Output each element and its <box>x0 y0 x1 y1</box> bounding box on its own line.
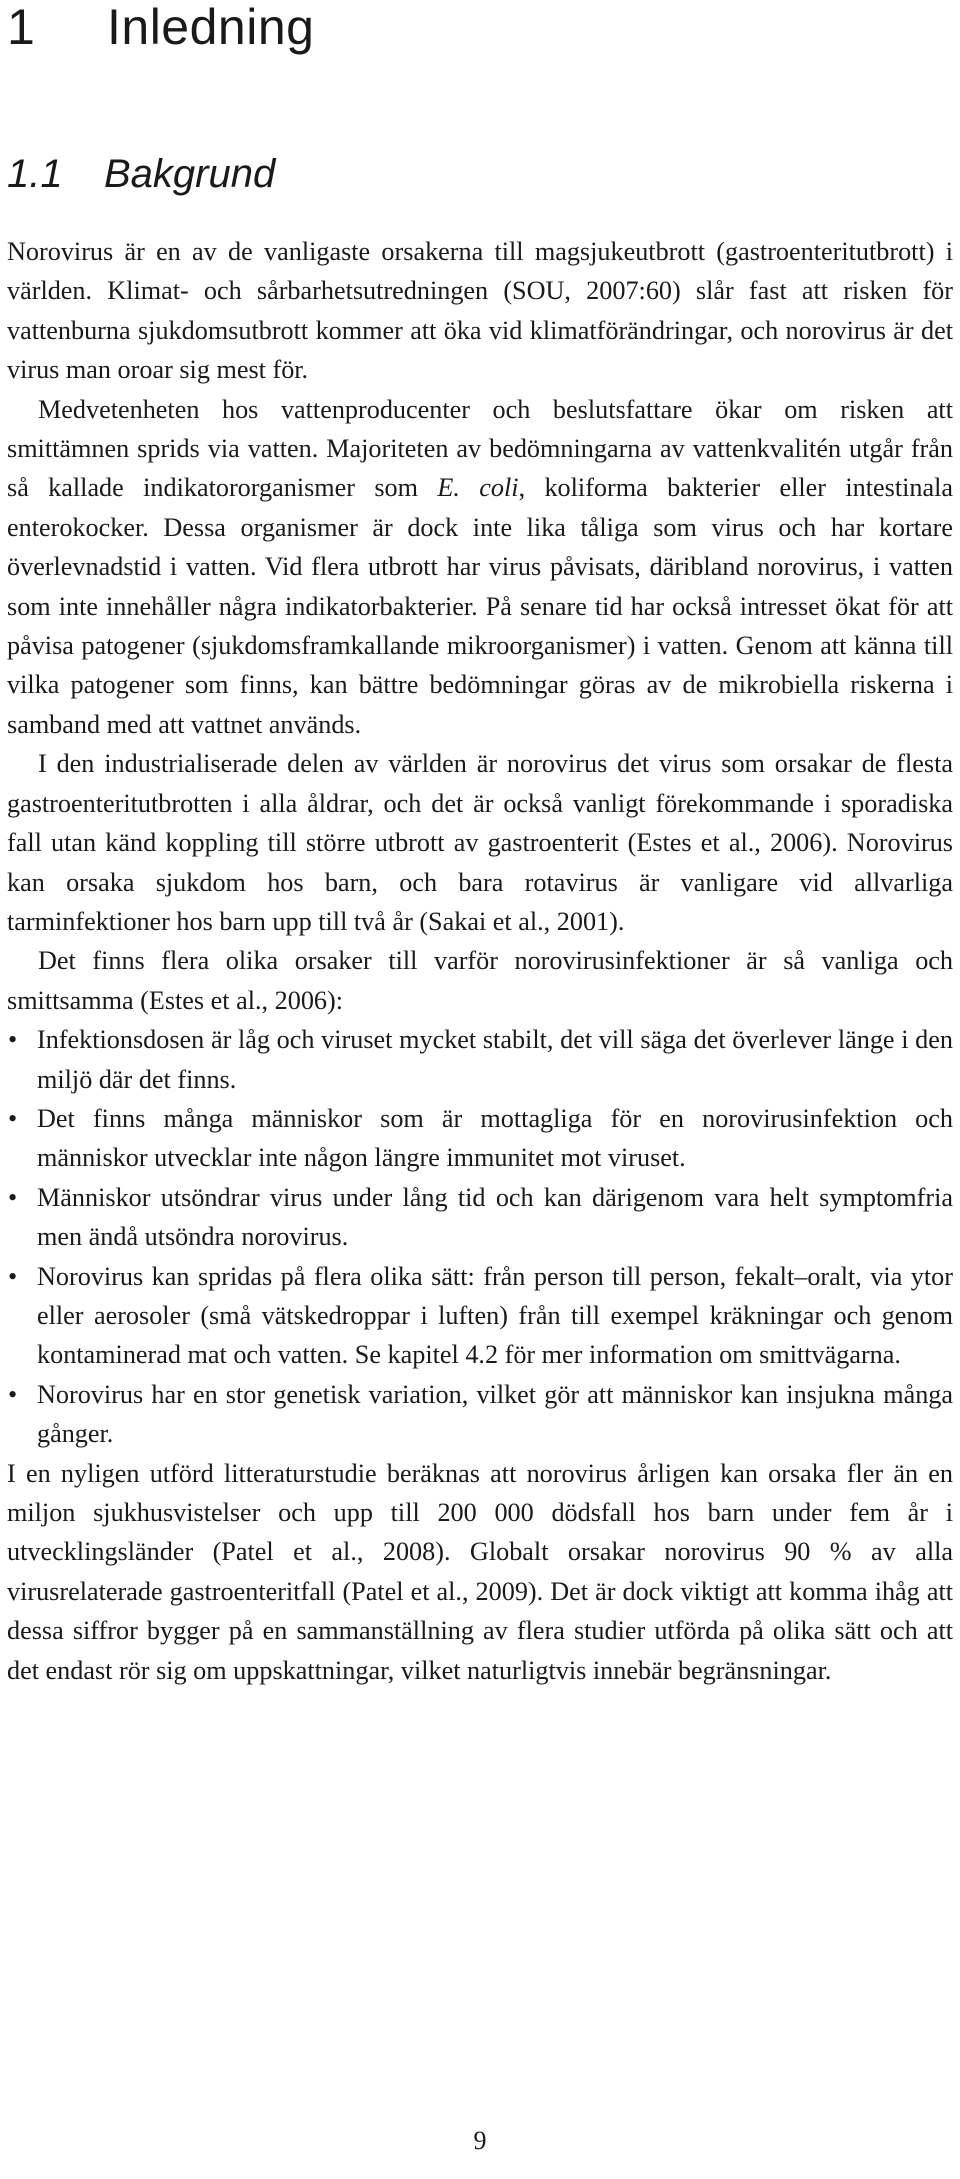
paragraph-5: I en nyligen utförd litteraturstudie beräknas att norovirus årligen kan orsaka fler än en miljon sjukhusvistelser och upp till 200 000 dödsfall hos barn under fem år i utvecklingsländer (Patel et al., 2008). Globalt orsakar norovirus 90 % av alla virusrelaterade gastroenteritfall (Patel et al., 2009). Det är dock viktigt att komma ihåg att dessa siffror bygger på en sammanställning av flera studier utförda på olika sätt och att det endast rör sig om uppskattningar, vilket naturligtvis innebär begränsningar. <box>7 1458 953 1685</box>
paragraph-4: Det finns flera olika orsaker till varför norovirusinfektioner är så vanliga och smittsamma (Estes et al., 2006): <box>7 946 953 1015</box>
list-item: • Det finns många människor som är mottagliga för en norovirusinfektion och människor utvecklar inte någon längre immunitet mot viruset. <box>7 1099 953 1178</box>
list-item: • Norovirus har en stor genetisk variation, vilket gör att människor kan insjukna många gånger. <box>7 1375 953 1454</box>
paragraph-1: Norovirus är en av de vanligaste orsakerna till magsjukeutbrott (gastroenteritutbrott) i världen. Klimat- och sårbarhetsutredningen (SOU, 2007:60) slår fast att risken för vattenburna sjukdomsutbrott kommer att öka vid klimatförändringar, och norovirus är det virus man oroar sig mest för. <box>7 237 953 385</box>
list-item: • Människor utsöndrar virus under lång tid och kan därigenom vara helt symptomfria men ändå utsöndra norovirus. <box>7 1178 953 1257</box>
section-heading <box>7 150 953 210</box>
bullet-icon: • <box>8 1103 18 1133</box>
body-text <box>7 232 953 1690</box>
italic-organism-name: E. coli <box>437 473 519 503</box>
bullet-list <box>7 1020 953 1453</box>
chapter-heading <box>7 0 953 102</box>
bullet-icon: • <box>8 1261 18 1291</box>
document-page <box>7 0 953 2155</box>
bullet-icon: • <box>8 1025 18 1055</box>
list-item: • Norovirus kan spridas på flera olika sätt: från person till person, fekalt–oralt, via ytor eller aerosoler (små vätskedroppar i luften) från till exempel kräkningar och genom kontaminerad mat och vatten. Se kapitel 4.2 för mer information om smittvägarna. <box>7 1257 953 1375</box>
paragraph-2: Medvetenheten hos vattenproducenter och beslutsfattare ökar om risken att smittämnen sprids via vatten. Majoriteten av bedömningarna av vattenkvalitén utgår från så kallade indikatororganismer som E. coli, koliforma bakterier eller intestinala enterokocker. Dessa organismer är dock inte lika tåliga som virus och har kortare överlevnadstid i vatten. Vid flera utbrott har virus påvisats, däribland norovirus, i vatten som inte innehåller några indikatorbakterier. På senare tid har också intresset ökat för att påvisa patogener (sjukdomsframkallande mikroorganismer) i vatten. Genom att känna till vilka patogener som finns, kan bättre bedömningar göras av de mikrobiella riskerna i samband med att vattnet används. <box>7 394 953 739</box>
section-number: 1.1 <box>7 152 63 196</box>
chapter-title: Inledning <box>107 0 315 55</box>
bullet-icon: • <box>8 1182 18 1212</box>
page-number: 9 <box>473 2126 487 2155</box>
bullet-icon: • <box>8 1379 18 1409</box>
paragraph-3: I den industrialiserade delen av världen är norovirus det virus som orsakar de flesta gastroenteritutbrotten i alla åldrar, och det är också vanligt förekommande i sporadiska fall utan känd koppling till större utbrott av gastroenterit (Estes et al., 2006). Norovirus kan orsaka sjukdom hos barn, och bara rotavirus är vanligare vid allvarliga tarminfektioner hos barn upp till två år (Sakai et al., 2001). <box>7 749 953 936</box>
chapter-number: 1 <box>7 0 36 55</box>
section-title: Bakgrund <box>104 152 276 196</box>
list-item: • Infektionsdosen är låg och viruset mycket stabilt, det vill säga det överlever länge i den miljö där det finns. <box>7 1020 953 1099</box>
